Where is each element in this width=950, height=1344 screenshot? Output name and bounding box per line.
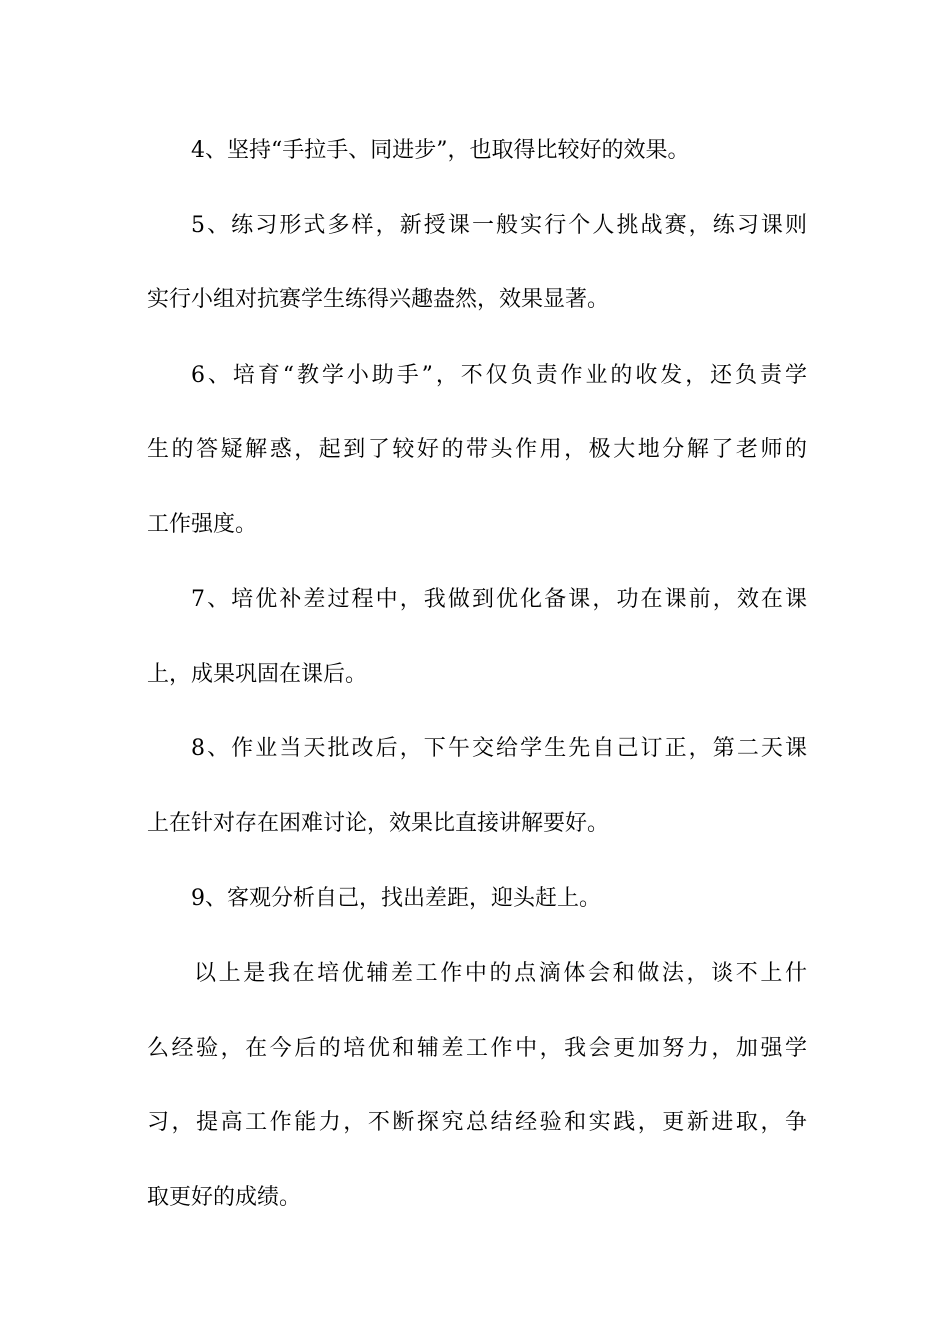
- conclusion-line-4: 取更好的成绩。: [147, 1185, 302, 1210]
- conclusion-line-3: 习，提高工作能力，不断探究总结经验和实践，更新进取，争: [147, 1110, 807, 1135]
- paragraph-8-line-1: 8、作业当天批改后，下午交给学生先自己订正，第二天课: [191, 736, 807, 761]
- paragraph-4-line-1: 4、坚持“手拉手、同进步”，也取得比较好的效果。: [191, 138, 690, 163]
- paragraph-8-line-2: 上在针对存在困难讨论，效果比直接讲解要好。: [147, 811, 610, 836]
- conclusion-line-1: 以上是我在培优辅差工作中的点滴体会和做法，谈不上什: [194, 961, 807, 986]
- paragraph-6-line-1: 6、培育“教学小助手”，不仅负责作业的收发，还负责学: [191, 363, 807, 388]
- paragraph-6-line-3: 工作强度。: [147, 512, 258, 537]
- conclusion-line-2: 么经验，在今后的培优和辅差工作中，我会更加努力，加强学: [147, 1036, 807, 1061]
- paragraph-7-line-1: 7、培优补差过程中，我做到优化备课，功在课前，效在课: [191, 587, 807, 612]
- paragraph-5-line-1: 5、练习形式多样，新授课一般实行个人挑战赛，练习课则: [191, 213, 807, 238]
- paragraph-7-line-2: 上，成果巩固在课后。: [147, 662, 368, 687]
- paragraph-6-line-2: 生的答疑解惑，起到了较好的带头作用，极大地分解了老师的: [147, 437, 807, 462]
- paragraph-9-line-1: 9、客观分析自己，找出差距，迎头赶上。: [191, 886, 601, 911]
- paragraph-5-line-2: 实行小组对抗赛学生练得兴趣盎然，效果显著。: [147, 287, 610, 312]
